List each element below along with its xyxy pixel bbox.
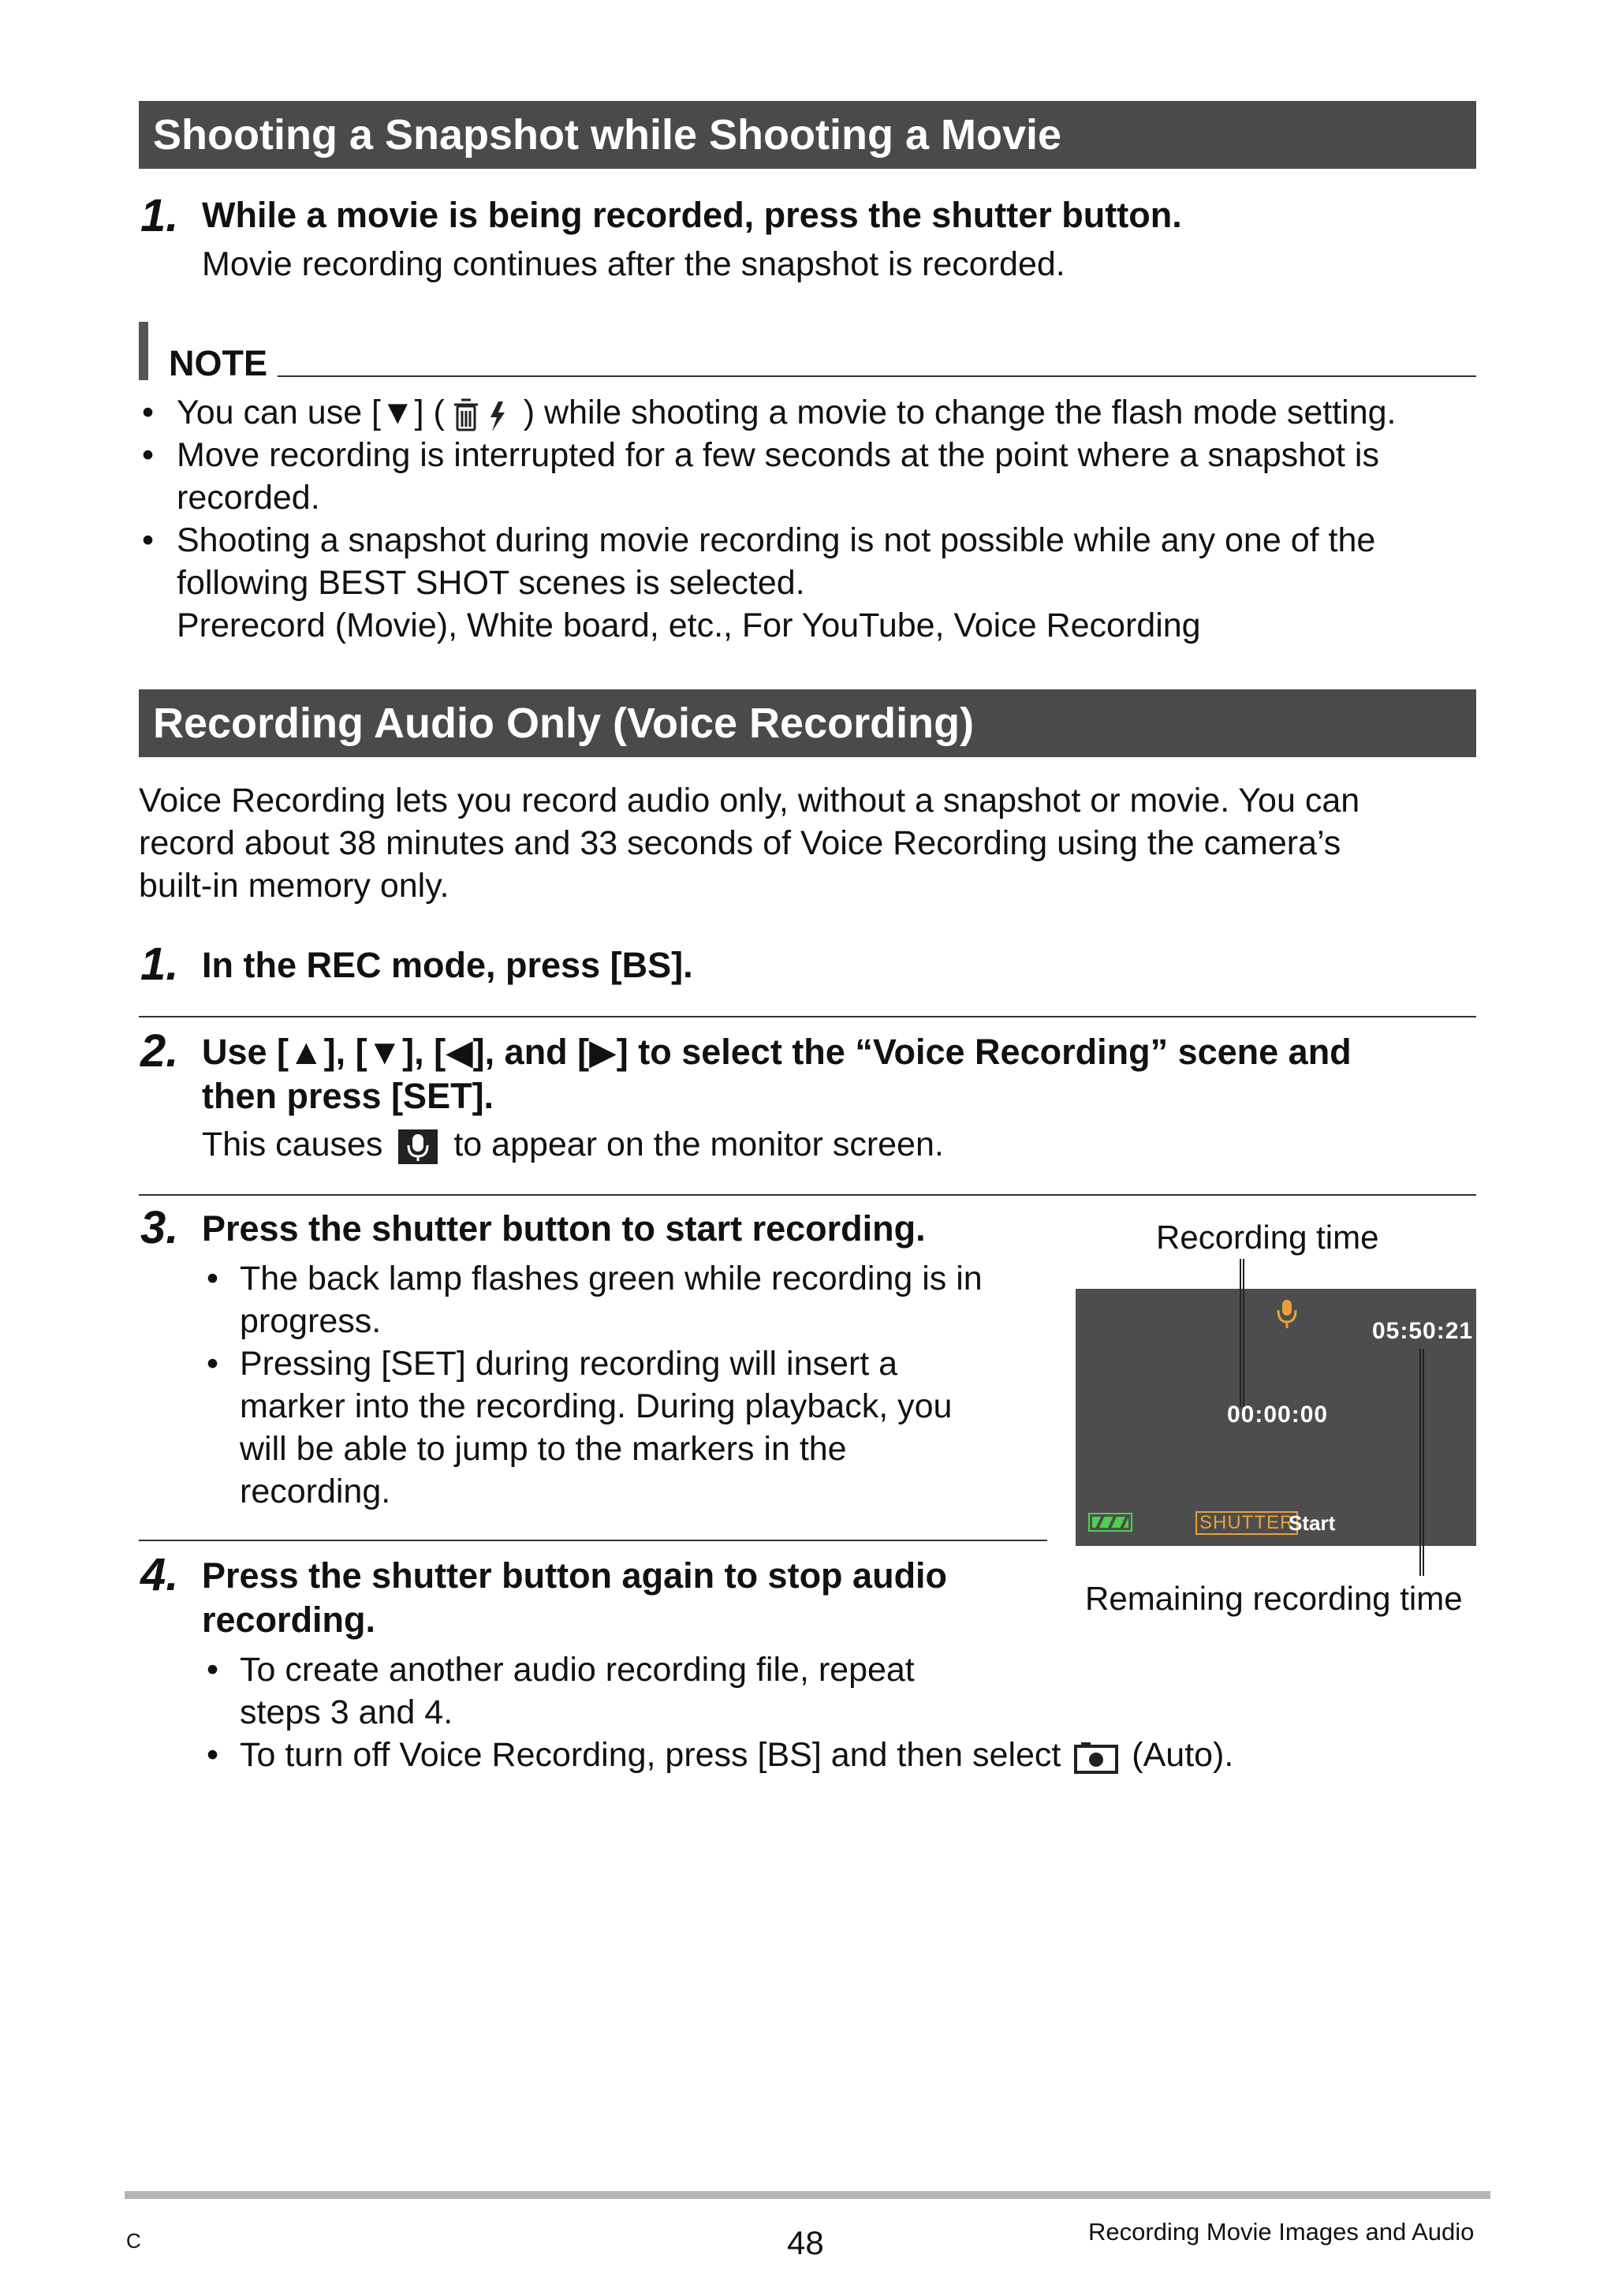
remaining-time-leader-line xyxy=(1419,1349,1424,1576)
section-title-voice-recording: Recording Audio Only (Voice Recording) xyxy=(139,689,1476,757)
step-number: 1. xyxy=(140,939,179,990)
step3-bullet-2-line1: Pressing [SET] during recording will insert a xyxy=(240,1345,898,1383)
step-number: 4. xyxy=(140,1549,179,1600)
intro-line-3: built-in memory only. xyxy=(139,867,449,905)
note-marker xyxy=(139,322,148,380)
step-body: Movie recording continues after the snapshot is recorded. xyxy=(202,245,1065,283)
remaining-recording-time-label: Remaining recording time xyxy=(1085,1580,1463,1617)
step4-bullet-1-line2: steps 3 and 4. xyxy=(240,1693,453,1731)
intro-line-2: record about 38 minutes and 33 seconds of Voice Recording using the camera’s xyxy=(139,824,1341,862)
trash-flash-icon xyxy=(449,395,519,435)
note-label: NOTE xyxy=(169,343,268,383)
step4-bullet-2 xyxy=(240,1734,1233,1776)
note-bullet-2-line1: Move recording is interrupted for a few seconds at the point where a snapshot is xyxy=(177,436,1379,474)
note-bullet-1-post: ) while shooting a movie to change the flash mode setting. xyxy=(523,394,1397,431)
note-bullet-2-line2: recorded. xyxy=(177,479,320,517)
step3-bullet-2-line3: will be able to jump to the markers in the xyxy=(240,1430,847,1468)
step-title: While a movie is being recorded, press the shutter button. xyxy=(202,195,1182,235)
bullet-dot: • xyxy=(142,436,155,474)
step-title-line1: Use [▲], [▼], [◀], and [▶] to select the “Voice Recording” scene and xyxy=(202,1032,1352,1072)
step-divider xyxy=(139,1016,1476,1017)
section-title-snapshot: Shooting a Snapshot while Shooting a Movie xyxy=(139,101,1476,169)
step-body-pre: This causes xyxy=(202,1126,383,1163)
step-title-line2: recording. xyxy=(202,1600,376,1640)
auto-camera-icon xyxy=(1073,1740,1119,1775)
page-number: 48 xyxy=(787,2224,824,2261)
footer-rule xyxy=(125,2191,1490,2199)
battery-icon xyxy=(1088,1513,1132,1532)
elapsed-time-readout: 00:00:00 xyxy=(1227,1402,1329,1428)
note-rule xyxy=(278,375,1476,377)
step4-bullet-1-line1: To create another audio recording file, repeat xyxy=(240,1651,915,1689)
step4-bullet-2-pre: To turn off Voice Recording, press [BS] and then select xyxy=(240,1736,1061,1774)
step3-bullet-1-line1: The back lamp flashes green while recording is in xyxy=(240,1260,983,1297)
step-divider xyxy=(139,1540,1047,1541)
footer-chapter-title: Recording Movie Images and Audio xyxy=(1088,2218,1475,2246)
bullet-dot: • xyxy=(142,394,155,431)
step-body-post: to appear on the monitor screen. xyxy=(453,1126,944,1163)
step-number: 1. xyxy=(140,190,179,241)
recording-time-label: Recording time xyxy=(1156,1219,1379,1256)
note-bullet-1 xyxy=(177,391,1397,435)
note-bullet-3-line3: Prerecord (Movie), White board, etc., For YouTube, Voice Recording xyxy=(177,607,1201,644)
note-bullet-3-line2: following BEST SHOT scenes is selected. xyxy=(177,564,805,602)
step4-bullet-2-post: (Auto). xyxy=(1132,1736,1234,1774)
microphone-icon xyxy=(1274,1297,1300,1331)
start-label: Start xyxy=(1289,1511,1336,1535)
step3-bullet-2-line4: recording. xyxy=(240,1473,391,1510)
step-number: 3. xyxy=(140,1202,179,1253)
step-title-line2: then press [SET]. xyxy=(202,1076,494,1116)
microphone-icon xyxy=(397,1128,439,1166)
step-title: Press the shutter button to start recording. xyxy=(202,1208,926,1249)
step3-bullet-1-line2: progress. xyxy=(240,1302,382,1340)
step-title: In the REC mode, press [BS]. xyxy=(202,945,693,985)
step-title-line1: Press the shutter button again to stop audio xyxy=(202,1555,948,1596)
note-bullet-3-line1: Shooting a snapshot during movie recording is not possible while any one of the xyxy=(177,521,1376,559)
monitor-screen xyxy=(1076,1289,1476,1546)
step-body xyxy=(202,1123,944,1166)
step3-bullet-2-line2: marker into the recording. During playback, you xyxy=(240,1387,953,1425)
note-bullet-1-pre: You can use [▼] ( xyxy=(177,394,445,431)
recording-time-leader-line xyxy=(1240,1259,1244,1407)
shutter-button-badge: SHUTTER xyxy=(1195,1511,1298,1535)
bullet-dot: • xyxy=(207,1736,219,1774)
bullet-dot: • xyxy=(207,1345,219,1383)
bullet-dot: • xyxy=(142,521,155,559)
step-number: 2. xyxy=(140,1025,179,1077)
bullet-dot: • xyxy=(207,1651,219,1689)
footer-left-mark: C xyxy=(126,2229,141,2253)
intro-line-1: Voice Recording lets you record audio only, without a snapshot or movie. You can xyxy=(139,782,1360,819)
step-divider xyxy=(139,1194,1476,1196)
remaining-time-readout: 05:50:21 xyxy=(1372,1318,1474,1344)
bullet-dot: • xyxy=(207,1260,219,1297)
